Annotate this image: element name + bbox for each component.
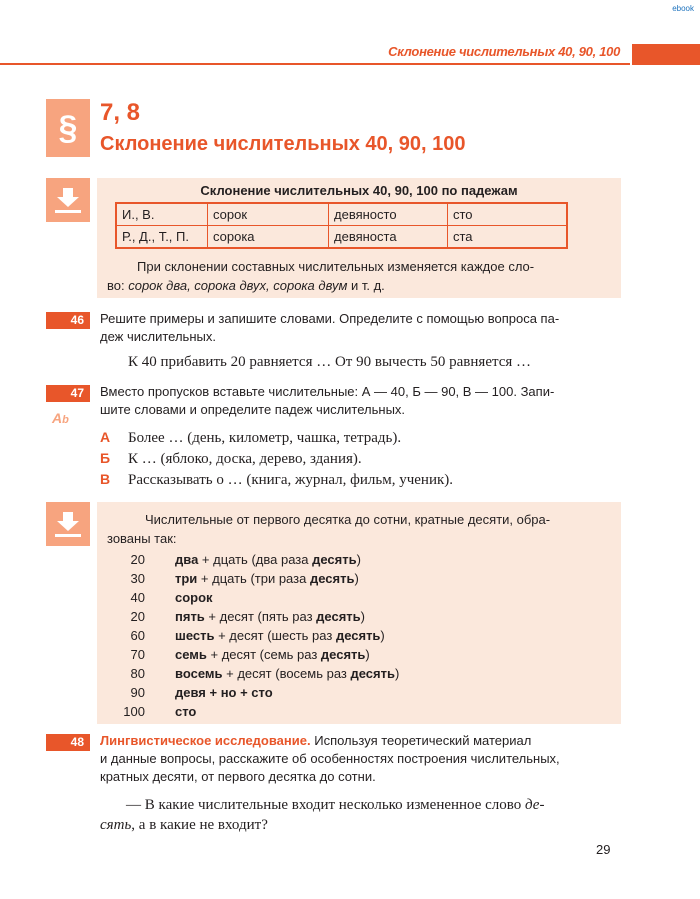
- list-item: [97, 664, 621, 683]
- numeral: 30: [130, 571, 145, 586]
- question-text: , а в какие не входит?: [131, 817, 268, 833]
- table-cell: девяносто: [329, 203, 448, 226]
- stem: десять: [320, 647, 366, 662]
- task-heading: Лингвистическое исследование.: [100, 733, 311, 748]
- numeral: 20: [130, 552, 145, 567]
- paragraph-number: 7, 8: [100, 99, 141, 126]
- intro-line: Числительные от первого десятка до сотни, кратные десяти, обра-: [145, 512, 551, 527]
- task-46-example: К 40 прибавить 20 равняется … От 90 вычесть 50 равняется …: [128, 354, 532, 370]
- table-cell: сто: [448, 203, 568, 226]
- formula: + дцать (два раза: [198, 552, 313, 567]
- table-cell: ста: [448, 226, 568, 249]
- list-item: [97, 588, 621, 607]
- stem: пять: [175, 609, 205, 624]
- list-item: [97, 626, 621, 645]
- stem: два: [175, 552, 199, 567]
- page-number: 29: [596, 842, 611, 857]
- formula: ): [380, 628, 385, 643]
- stem: десять: [350, 666, 395, 681]
- list-item: [97, 645, 621, 664]
- chapter-title: Склонение числительных 40, 90, 100: [100, 133, 466, 155]
- formula: + десят (пять раз: [204, 609, 317, 624]
- task-number-badge: 46: [46, 312, 90, 329]
- numerals-box: [97, 502, 621, 724]
- stem: сорок: [175, 590, 213, 605]
- formula: ): [354, 571, 359, 586]
- download-icon: [46, 502, 90, 546]
- rule-line: во:: [107, 278, 129, 293]
- list-item: [100, 448, 453, 469]
- task-line: шите словами и определите падеж числительных.: [100, 402, 406, 417]
- item-letter: А: [100, 429, 111, 445]
- table-cell: девяноста: [329, 226, 448, 249]
- table-row: [116, 203, 567, 226]
- question-word: де-: [525, 797, 545, 813]
- item-text: Рассказывать о … (книга, журнал, фильм, ученик).: [128, 472, 454, 488]
- header-rule: [0, 63, 630, 65]
- numeral: 100: [123, 704, 145, 719]
- question-word: сять: [100, 817, 132, 833]
- task-46-text: [100, 310, 620, 346]
- list-item: [100, 469, 453, 490]
- table-cell: Р., Д., Т., П.: [116, 226, 208, 249]
- stem: шесть: [175, 628, 215, 643]
- numeral: 90: [130, 685, 145, 700]
- task-line: деж числительных.: [100, 329, 216, 344]
- stem: десять: [335, 628, 381, 643]
- question-text: — В какие числительные входит несколько измененное слово: [126, 797, 526, 813]
- task-line: Используя теоретический материал: [310, 733, 532, 748]
- formula: + дцать (три раза: [197, 571, 310, 586]
- numeral: 80: [130, 666, 145, 681]
- list-item: [97, 683, 621, 702]
- numeral: 70: [130, 647, 145, 662]
- download-icon: [53, 509, 83, 539]
- formula: ): [356, 552, 361, 567]
- list-item: [97, 550, 621, 569]
- table-row: [116, 226, 567, 249]
- task-line: и данные вопросы, расскажите об особенностях построения числительных,: [100, 751, 560, 766]
- rule-text: [107, 257, 611, 295]
- stem: десять: [312, 552, 357, 567]
- numerals-intro: [107, 510, 611, 548]
- formula: ): [394, 666, 400, 681]
- item-letter: В: [100, 471, 111, 487]
- task-48-text: [100, 732, 620, 786]
- ab-icon: Ab: [52, 410, 69, 426]
- formula: ): [360, 609, 365, 624]
- header-tab: [632, 44, 700, 65]
- numeral: 40: [130, 590, 145, 605]
- list-item: [97, 569, 621, 588]
- rule-line: и т. д.: [347, 278, 385, 293]
- stem: девя + но + сто: [175, 685, 273, 700]
- declension-table: [115, 202, 568, 249]
- list-item: [100, 427, 453, 448]
- task-47-items: [100, 427, 453, 490]
- task-line: Решите примеры и запишите словами. Определите с помощью вопроса па-: [100, 311, 560, 326]
- stem: сто: [175, 704, 197, 719]
- numeral: 60: [130, 628, 145, 643]
- formula: + десят (шесть раз: [214, 628, 336, 643]
- formula: + десят (семь раз: [206, 647, 321, 662]
- task-number-badge: 48: [46, 734, 90, 751]
- declension-box: [97, 178, 621, 298]
- formula: ): [365, 647, 370, 662]
- rule-example: сорок два, сорока двух, сорока двум: [128, 278, 348, 293]
- stem: десять: [316, 609, 361, 624]
- numeral: 20: [130, 609, 145, 624]
- numerals-list: [97, 550, 621, 721]
- stem: восемь: [175, 666, 223, 681]
- intro-line: зованы так:: [107, 531, 177, 546]
- table-cell: И., В.: [116, 203, 208, 226]
- download-icon: [53, 185, 83, 215]
- list-item: [97, 607, 621, 626]
- task-line: кратных десяти, от первого десятка до сотни.: [100, 769, 376, 784]
- formula: + десят (восемь раз: [222, 666, 351, 681]
- stem: десять: [309, 571, 355, 586]
- ebook-logo: ebook: [672, 4, 694, 13]
- task-number-badge: 47: [46, 385, 90, 402]
- download-icon: [46, 178, 90, 222]
- task-47-text: [100, 383, 620, 419]
- running-title: Склонение числительных 40, 90, 100: [388, 44, 620, 59]
- table-cell: сорок: [208, 203, 329, 226]
- item-text: К … (яблоко, доска, дерево, здания).: [128, 451, 362, 467]
- stem: три: [175, 571, 198, 586]
- paragraph-symbol-badge: §: [46, 99, 90, 157]
- list-item: [97, 702, 621, 721]
- task-48-question: [100, 795, 622, 835]
- item-text: Более … (день, километр, чашка, тетрадь).: [128, 430, 402, 446]
- table-cell: сорока: [208, 226, 329, 249]
- item-letter: Б: [100, 450, 111, 466]
- declension-box-title: Склонение числительных 40, 90, 100 по падежам: [200, 183, 518, 198]
- task-line: Вместо пропусков вставьте числительные: А — 40, Б — 90, В — 100. Запи-: [100, 384, 555, 399]
- stem: семь: [175, 647, 207, 662]
- rule-line: При склонении составных числительных изменяется каждое сло-: [137, 259, 535, 274]
